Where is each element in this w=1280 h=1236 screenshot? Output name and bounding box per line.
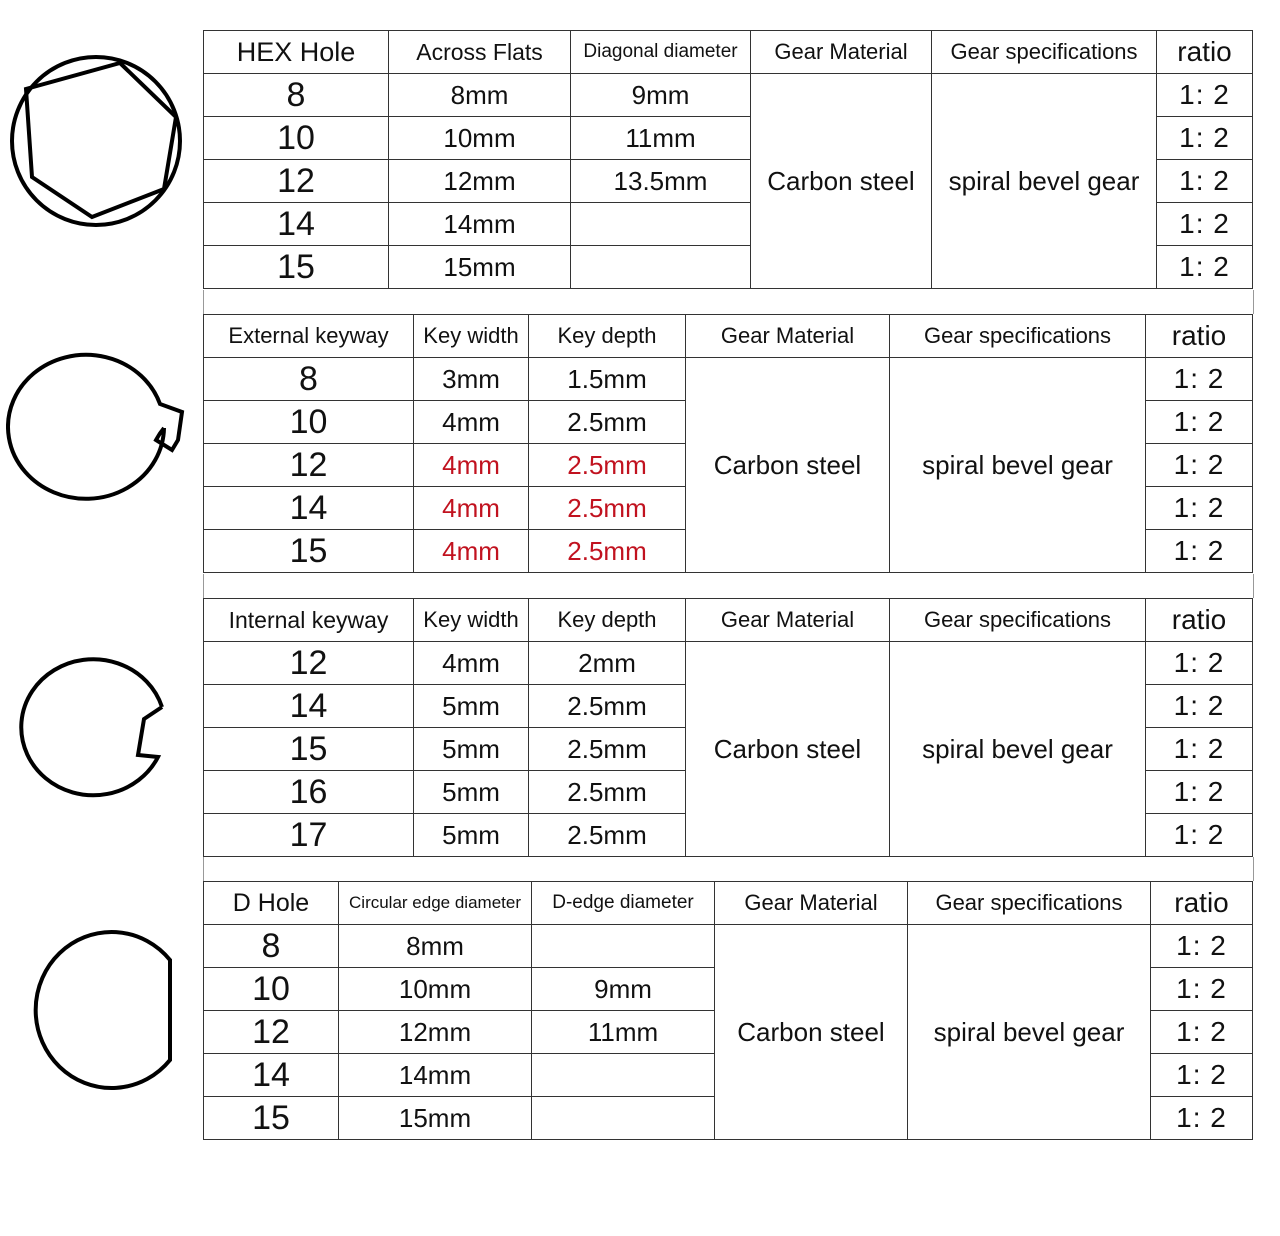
ratio-cell: 1: 2 [1146, 487, 1253, 530]
col-b-cell-highlighted: 2.5mm [529, 530, 686, 573]
col-b-cell: 2.5mm [529, 728, 686, 771]
col-b-cell: 2mm [529, 642, 686, 685]
table-row [204, 925, 1253, 968]
table-row [204, 642, 1253, 685]
size-cell: 10 [204, 401, 414, 444]
ratio-cell: 1: 2 [1146, 685, 1253, 728]
col-b-cell: 1.5mm [529, 358, 686, 401]
header-row [204, 31, 1253, 74]
col-a-cell: 15mm [389, 246, 571, 289]
col-a-cell: 5mm [414, 728, 529, 771]
col-b-cell [532, 925, 715, 968]
header-row [204, 315, 1253, 358]
header-material: Gear Material [715, 882, 908, 925]
size-cell: 12 [204, 1011, 339, 1054]
col-b-cell: 9mm [532, 968, 715, 1011]
hex-hole-icon [6, 55, 186, 227]
header-material: Gear Material [686, 315, 890, 358]
material-cell: Carbon steel [715, 925, 908, 1140]
header-col-b: D-edge diameter [532, 882, 715, 925]
header-row [204, 599, 1253, 642]
hex-hole-table [203, 30, 1253, 289]
table-row [204, 358, 1253, 401]
ratio-cell: 1: 2 [1146, 814, 1253, 857]
spec-cell: spiral bevel gear [932, 74, 1157, 289]
col-b-cell [571, 203, 751, 246]
col-b-cell-highlighted: 2.5mm [529, 487, 686, 530]
col-a-cell: 8mm [389, 74, 571, 117]
ratio-cell: 1: 2 [1157, 203, 1253, 246]
col-b-cell: 2.5mm [529, 814, 686, 857]
external-keyway-table [203, 314, 1253, 573]
header-material: Gear Material [686, 599, 890, 642]
col-a-cell-highlighted: 4mm [414, 444, 529, 487]
material-cell: Carbon steel [686, 358, 890, 573]
section-divider [203, 857, 1254, 881]
header-col-a: Across Flats [389, 31, 571, 74]
header-row [204, 882, 1253, 925]
header-hole-type: HEX Hole [204, 31, 389, 74]
header-spec: Gear specifications [932, 31, 1157, 74]
ratio-cell: 1: 2 [1146, 401, 1253, 444]
header-spec: Gear specifications [890, 315, 1146, 358]
material-cell: Carbon steel [686, 642, 890, 857]
header-hole-type: Internal keyway [204, 599, 414, 642]
col-a-cell: 10mm [389, 117, 571, 160]
size-cell: 10 [204, 117, 389, 160]
size-cell: 14 [204, 203, 389, 246]
col-b-cell: 2.5mm [529, 771, 686, 814]
col-a-cell: 5mm [414, 685, 529, 728]
ratio-cell: 1: 2 [1157, 117, 1253, 160]
header-col-b: Diagonal diameter [571, 31, 751, 74]
col-a-cell: 15mm [339, 1097, 532, 1140]
size-cell: 14 [204, 487, 414, 530]
col-b-cell [532, 1054, 715, 1097]
ratio-cell: 1: 2 [1151, 925, 1253, 968]
col-a-cell-highlighted: 4mm [414, 487, 529, 530]
header-ratio: ratio [1146, 599, 1253, 642]
col-b-cell: 11mm [532, 1011, 715, 1054]
header-col-b: Key depth [529, 599, 686, 642]
header-ratio: ratio [1151, 882, 1253, 925]
col-b-cell: 2.5mm [529, 401, 686, 444]
ratio-cell: 1: 2 [1146, 444, 1253, 487]
col-a-cell: 5mm [414, 771, 529, 814]
size-cell: 14 [204, 685, 414, 728]
header-material: Gear Material [751, 31, 932, 74]
ratio-cell: 1: 2 [1157, 160, 1253, 203]
size-cell: 14 [204, 1054, 339, 1097]
size-cell: 15 [204, 728, 414, 771]
header-hole-type: D Hole [204, 882, 339, 925]
size-cell: 12 [204, 444, 414, 487]
ratio-cell: 1: 2 [1151, 1054, 1253, 1097]
header-col-a: Circular edge diameter [339, 882, 532, 925]
section-divider [203, 290, 1254, 314]
col-a-cell: 5mm [414, 814, 529, 857]
header-spec: Gear specifications [890, 599, 1146, 642]
col-a-cell: 4mm [414, 642, 529, 685]
col-a-cell: 12mm [339, 1011, 532, 1054]
header-col-b: Key depth [529, 315, 686, 358]
header-col-a: Key width [414, 315, 529, 358]
col-a-cell: 14mm [339, 1054, 532, 1097]
col-b-cell: 2.5mm [529, 685, 686, 728]
ratio-cell: 1: 2 [1157, 74, 1253, 117]
d-hole-icon [30, 928, 176, 1092]
size-cell: 15 [204, 530, 414, 573]
material-cell: Carbon steel [751, 74, 932, 289]
size-cell: 8 [204, 74, 389, 117]
col-a-cell-highlighted: 4mm [414, 530, 529, 573]
col-b-cell: 11mm [571, 117, 751, 160]
col-a-cell: 3mm [414, 358, 529, 401]
ratio-cell: 1: 2 [1146, 642, 1253, 685]
ratio-cell: 1: 2 [1146, 530, 1253, 573]
external-keyway-icon [6, 352, 188, 504]
ratio-cell: 1: 2 [1146, 728, 1253, 771]
size-cell: 12 [204, 642, 414, 685]
internal-keyway-icon [12, 655, 172, 801]
ratio-cell: 1: 2 [1151, 1097, 1253, 1140]
section-divider [203, 574, 1254, 598]
size-cell: 10 [204, 968, 339, 1011]
size-cell: 12 [204, 160, 389, 203]
header-hole-type: External keyway [204, 315, 414, 358]
spec-cell: spiral bevel gear [890, 358, 1146, 573]
ratio-cell: 1: 2 [1157, 246, 1253, 289]
table-row [204, 74, 1253, 117]
col-b-cell: 13.5mm [571, 160, 751, 203]
col-b-cell-highlighted: 2.5mm [529, 444, 686, 487]
d-hole-table [203, 881, 1253, 1140]
size-cell: 8 [204, 358, 414, 401]
col-b-cell [532, 1097, 715, 1140]
header-ratio: ratio [1157, 31, 1253, 74]
col-a-cell: 12mm [389, 160, 571, 203]
col-a-cell: 8mm [339, 925, 532, 968]
header-col-a: Key width [414, 599, 529, 642]
col-a-cell: 10mm [339, 968, 532, 1011]
size-cell: 15 [204, 246, 389, 289]
size-cell: 15 [204, 1097, 339, 1140]
ratio-cell: 1: 2 [1151, 1011, 1253, 1054]
spec-cell: spiral bevel gear [890, 642, 1146, 857]
col-a-cell: 14mm [389, 203, 571, 246]
ratio-cell: 1: 2 [1151, 968, 1253, 1011]
col-b-cell: 9mm [571, 74, 751, 117]
internal-keyway-table [203, 598, 1253, 857]
ratio-cell: 1: 2 [1146, 358, 1253, 401]
size-cell: 16 [204, 771, 414, 814]
col-b-cell [571, 246, 751, 289]
size-cell: 8 [204, 925, 339, 968]
size-cell: 17 [204, 814, 414, 857]
spec-cell: spiral bevel gear [908, 925, 1151, 1140]
header-ratio: ratio [1146, 315, 1253, 358]
ratio-cell: 1: 2 [1146, 771, 1253, 814]
header-spec: Gear specifications [908, 882, 1151, 925]
col-a-cell: 4mm [414, 401, 529, 444]
